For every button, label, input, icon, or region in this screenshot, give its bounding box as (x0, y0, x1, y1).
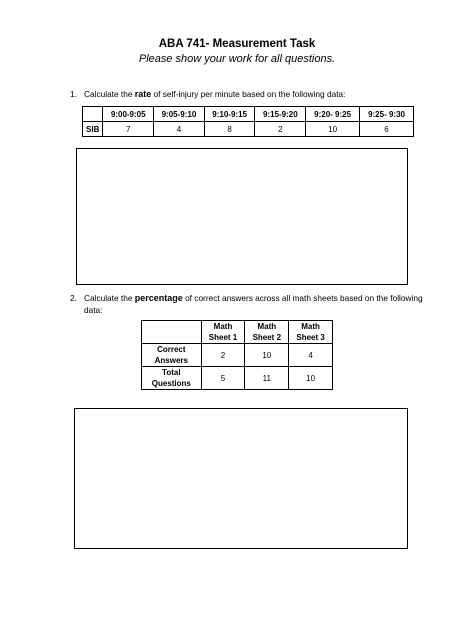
question-1-number: 1. (70, 89, 77, 99)
question-1-suffix: of self-injury per minute based on the following data: (151, 89, 346, 99)
question-2-prefix: Calculate the (84, 293, 135, 303)
table-cell: 4 (289, 344, 333, 367)
table-cell: 10 (306, 122, 360, 137)
answer-box-question-2[interactable] (74, 408, 408, 549)
table-cell: 5 (201, 367, 245, 390)
time-interval-header: 9:10-9:15 (204, 107, 255, 122)
page-title: ABA 741- Measurement Task (158, 38, 316, 50)
time-interval-header: 9:20- 9:25 (306, 107, 360, 122)
time-interval-header: 9:25- 9:30 (360, 107, 414, 122)
table-cell: 6 (360, 122, 414, 137)
question-2-text (84, 292, 430, 316)
question-2-keyword: percentage (134, 293, 183, 303)
question-1-keyword: rate (134, 89, 152, 99)
math-sheet-header: Math Sheet 3 (289, 321, 333, 344)
row-label-correct-answers: Correct Answers (142, 344, 202, 367)
page-subtitle: Please show your work for all questions. (138, 53, 336, 65)
math-sheet-header: Math Sheet 2 (245, 321, 289, 344)
question-2-number: 2. (70, 293, 77, 303)
time-interval-header: 9:05-9:10 (154, 107, 205, 122)
table-cell: 8 (204, 122, 255, 137)
table-header-row (142, 321, 333, 344)
table-cell: 7 (103, 122, 154, 137)
row-label-sib: SIB (83, 122, 103, 137)
question-1-prefix: Calculate the (84, 89, 135, 99)
question-2-suffix: of correct answers across all math sheets based on the following data: (84, 293, 423, 315)
question-2 (70, 292, 430, 318)
sib-data-table (82, 106, 414, 137)
table-corner-cell (83, 107, 103, 122)
question-1-text (84, 88, 345, 100)
row-label-total-questions: Total Questions (142, 367, 202, 390)
table-cell: 2 (255, 122, 306, 137)
table-cell: 11 (245, 367, 289, 390)
time-interval-header: 9:15-9:20 (255, 107, 306, 122)
table-row (142, 344, 333, 367)
table-cell: 10 (289, 367, 333, 390)
table-corner-cell (142, 321, 202, 344)
math-sheet-header: Math Sheet 1 (201, 321, 245, 344)
table-header-row (83, 107, 414, 122)
answer-box-question-1[interactable] (76, 148, 408, 285)
table-row (142, 367, 333, 390)
table-cell: 4 (154, 122, 205, 137)
table-row (83, 122, 414, 137)
time-interval-header: 9:00-9:05 (103, 107, 154, 122)
table-cell: 10 (245, 344, 289, 367)
math-sheets-table (141, 320, 333, 390)
table-cell: 2 (201, 344, 245, 367)
